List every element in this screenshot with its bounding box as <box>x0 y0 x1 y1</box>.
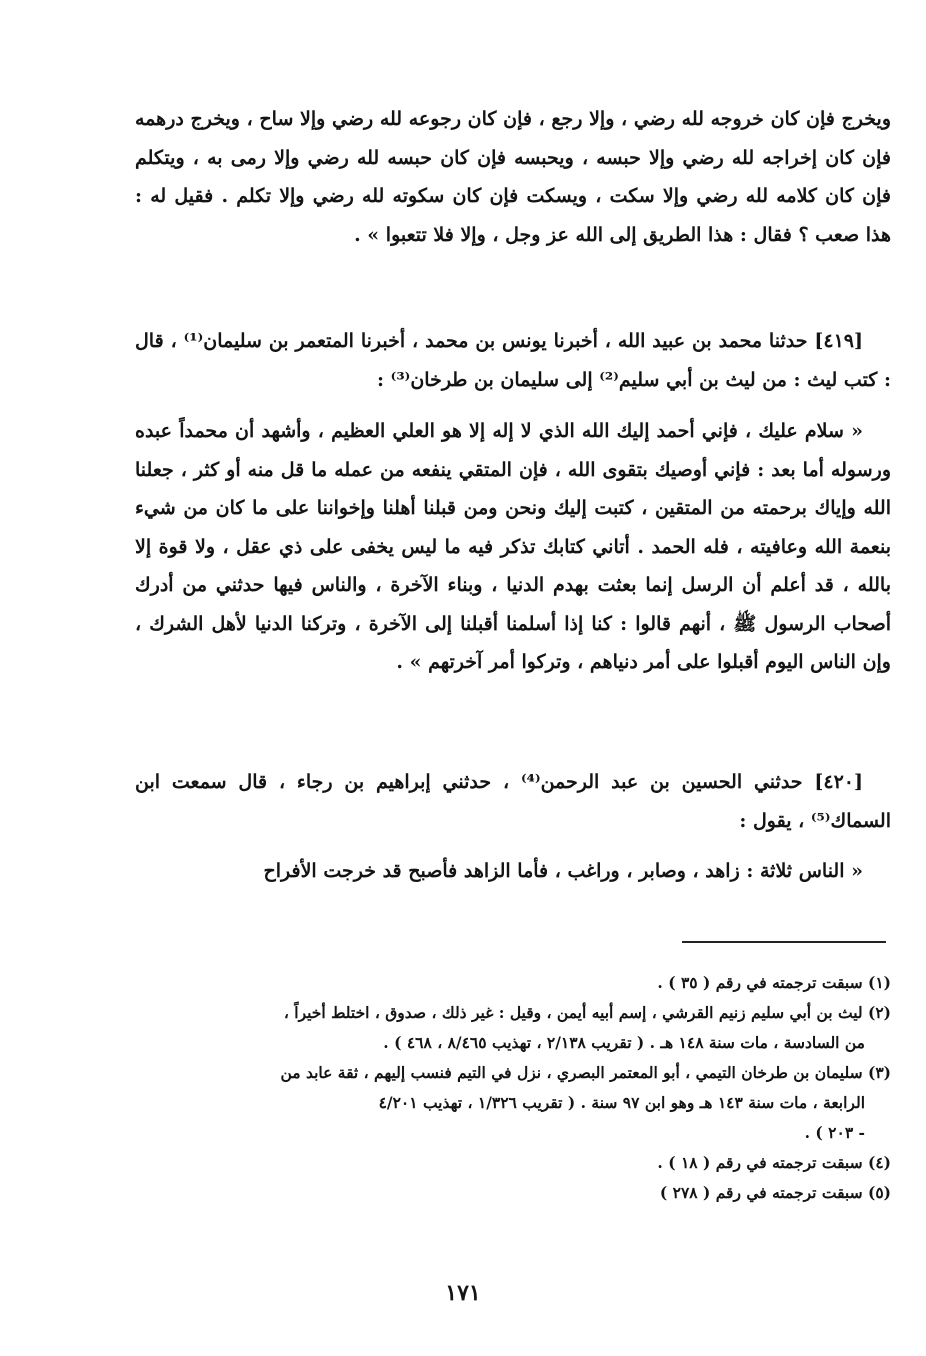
page-number: ١٧١ <box>445 1280 481 1306</box>
footnote-divider <box>682 941 886 943</box>
body-paragraph-1 <box>135 100 891 254</box>
hadith-420-chain <box>135 763 891 840</box>
paragraph-text: « سلام عليك ، فإني أحمد إليك الله الذي لا إله إلا هو العلي العظيم ، وأشهد أن محمداً عبده ورسوله أما بعد : فإني أوصيك بتقوى الله ، فإن المتقي ينفعه من عمله ما قل منه أو كثر ، جعلنا الله وإياك برحمته من المتقين ، كتبت إليك ونحن ومن قبلنا أهلنا وإخواننا على ما كان من شيء بنعمة الله وعافيته ، فله الحمد . أتاني كتابك تذكر فيه ما ليس يخفى على ذي عقل ، ولا قوة إلا بالله ، قد أعلم أن الرسل إنما بعثت بهدم الدنيا ، وبناء الآخرة ، والناس فيها حدثني من أدرك أصحاب الرسول ﷺ ، أنهم قالوا : كنا إذا أسلمنا أقبلنا إلى الآخرة ، وتركنا الدنيا لأهل الشرك ، وإن الناس اليوم أقبلوا على أمر دنياهم ، وتركوا أمر آخرتهم » . <box>135 420 891 673</box>
footnote-3: (٣) سليمان بن طرخان التيمي ، أبو المعتمر البصري ، نزل في التيم فنسب إليهم ، ثقة عابد من <box>280 1063 891 1082</box>
footnote-2: (٢) ليث بن أبي سليم زنيم القرشي ، إسم أبيه أيمن ، وقيل : غير ذلك ، صدوق ، اختلط أخيراً ، <box>283 1003 891 1022</box>
footnote-4: (٤) سبقت ترجمته في رقم ( ١٨ ) . <box>657 1153 891 1172</box>
hadith-419-text <box>135 412 891 682</box>
hadith-419-chain <box>135 322 891 399</box>
paragraph-text: « الناس ثلاثة : زاهد ، وصابر ، وراغب ، فأما الزاهد فأصبح قد خرجت الأفراح <box>263 860 863 882</box>
paragraph-text: [٤٢٠] حدثني الحسين بن عبد الرحمن⁽⁴⁾ ، حدثني إبراهيم بن رجاء ، قال سمعت ابن السماك⁽⁵⁾ ، يقول : <box>135 771 891 832</box>
footnote-5: (٥) سبقت ترجمته في رقم ( ٢٧٨ ) <box>659 1183 891 1202</box>
paragraph-text: ويخرج فإن كان خروجه لله رضي ، وإلا رجع ، فإن كان رجوعه لله رضي وإلا ساح ، ويخرج درهمه فإن كان إخراجه لله رضي وإلا حبسه ، ويحبسه فإن كان حبسه لله رضي وإلا رمى به ، ويتكلم فإن كان كلامه لله رضي وإلا سكت ، ويسكت فإن كان سكوته لله رضي وإلا تكلم . فقيل له : هذا صعب ؟ فقال : هذا الطريق إلى الله عز وجل ، وإلا فلا تتعبوا » . <box>135 108 891 246</box>
paragraph-text: [٤١٩] حدثنا محمد بن عبيد الله ، أخبرنا يونس بن محمد ، أخبرنا المتعمر بن سليمان⁽¹⁾ ، قال : كتب ليث : من ليث بن أبي سليم⁽²⁾ إلى سليمان بن طرخان⁽³⁾ : <box>135 330 891 391</box>
hadith-420-text <box>135 852 891 891</box>
footnote-2-continuation: من السادسة ، مات سنة ١٤٨ هـ . ( تقريب ٢/١٣٨ ، تهذيب ٨/٤٦٥ ، ٤٦٨ ) . <box>383 1033 865 1052</box>
footnote-1: (١) سبقت ترجمته في رقم ( ٣٥ ) . <box>657 973 891 992</box>
footnote-3-continuation: - ٢٠٣ ) . <box>804 1123 865 1142</box>
footnote-3-continuation: الرابعة ، مات سنة ١٤٣ هـ وهو ابن ٩٧ سنة . ( تقريب ١/٣٢٦ ، تهذيب ٤/٢٠١ <box>378 1093 865 1112</box>
footnotes-section <box>135 968 891 1208</box>
